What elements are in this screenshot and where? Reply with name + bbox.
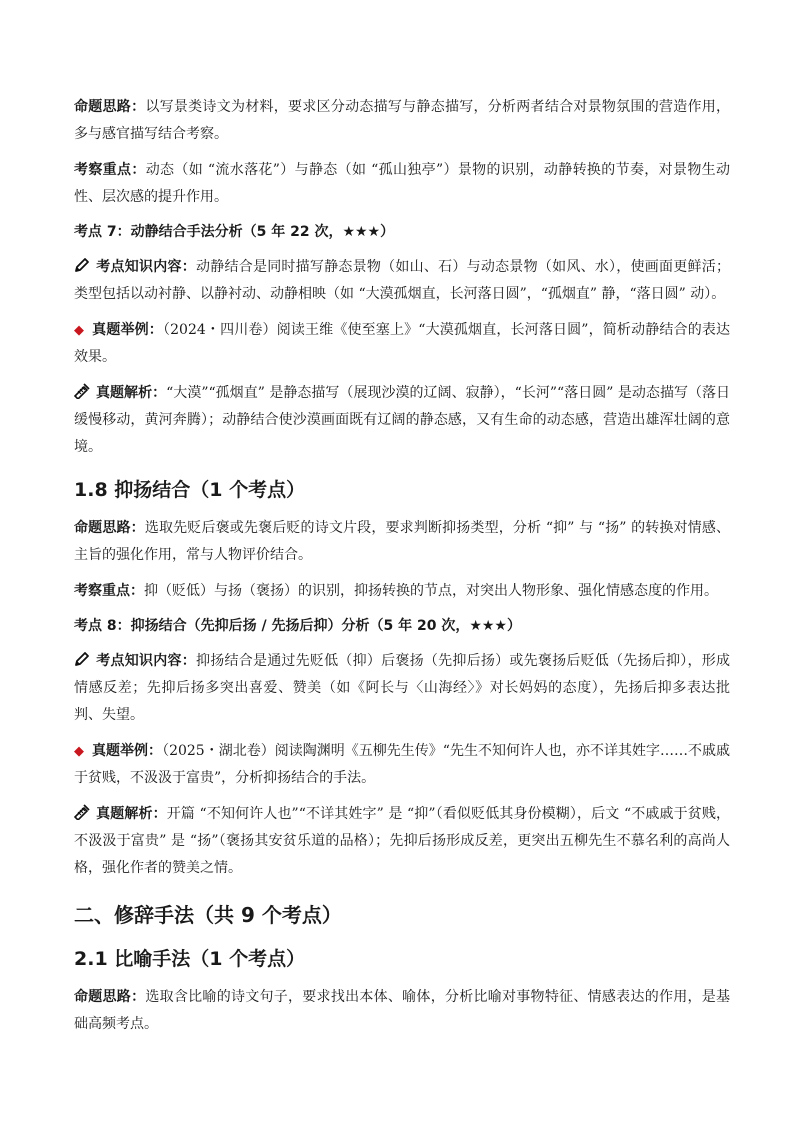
knowledge-text: 抑扬结合是通过先贬低（抑）后褒扬（先抑后扬）或先褒扬后贬低（先扬后抑），形成情感反差；先抑后扬多突出喜爱、赞美（如《阿长与〈山海经〉》对长妈妈的态度），先扬后抑多表达批判、失望。 — [74, 653, 731, 723]
section-title: 2.1 比喻手法（1 个考点） — [74, 948, 306, 970]
analysis-label: 真题解析 — [96, 806, 153, 822]
mingti-text: 以写景类诗文为材料，要求区分动态描写与静态描写，分析两者结合对景物氛围的营造作用，多与感官描写结合考察。 — [74, 99, 731, 142]
example-text: （2025・湖北卷）阅读陶渊明《五柳先生传》“先生不知何许人也，亦不详其姓字……不戚戚于贫贱，不汲汲于富贵”，分析抑扬结合的手法。 — [74, 743, 731, 786]
section-title: 1.8 抑扬结合（1 个考点） — [74, 479, 306, 501]
analysis-paragraph: 真题解析：开篇 “不知何许人也”“不详其姓字” 是 “抑”（看似贬低其身份模糊），后文 “不戚戚于贫贱，不汲汲于富贵” 是 “扬”（褒扬其安贫乐道的品格）；先抑后扬形成反差，更突出五柳先生不慕名利的高尚人格，强化作者的赞美之情。 — [74, 806, 730, 876]
analysis-text: “大漠”“孤烟直” 是静态描写（展现沙漠的辽阔、寂静），“长河”“落日圆” 是动态描写（落日缓慢移动，黄河奔腾）；动静结合使沙漠画面既有辽阔的静态感，又有生命的动态感，营造出雄浑壮阔的意境。 — [74, 385, 731, 455]
zhongdian-label: 考察重点 — [74, 162, 132, 178]
mingti-paragraph: 命题思路：以写景类诗文为材料，要求区分动态描写与静态描写，分析两者结合对景物氛围的营造作用，多与感官描写结合考察。 — [74, 99, 731, 142]
knowledge-text: 动静结合是同时描写静态景物（如山、石）与动态景物（如风、水），使画面更鲜活；类型包括以动衬静、以静衬动、动静相映（如 “大漠孤烟直，长河落日圆”，“孤烟直” 静，“落日圆” 动）。 — [74, 259, 731, 302]
ruler-pencil-icon — [74, 804, 90, 820]
knowledge-label: 考点知识内容 — [96, 653, 182, 669]
knowledge-paragraph: 考点知识内容：动静结合是同时描写静态景物（如山、石）与动态景物（如风、水），使画面更鲜活；类型包括以动衬静、以静衬动、动静相映（如 “大漠孤烟直，长河落日圆”，“孤烟直” 静，“落日圆” 动）。 — [74, 259, 731, 302]
zhongdian-paragraph: 考察重点：抑（贬低）与扬（褒扬）的识别，抑扬转换的节点，对突出人物形象、强化情感态度的作用。 — [74, 583, 718, 599]
diamond-icon: ◆ — [74, 744, 85, 759]
knowledge-paragraph: 考点知识内容：抑扬结合是通过先贬低（抑）后褒扬（先抑后扬）或先褒扬后贬低（先扬后抑），形成情感反差；先抑后扬多突出喜爱、赞美（如《阿长与〈山海经〉》对长妈妈的态度），先扬后抑多表达批判、失望。 — [74, 653, 731, 723]
example-text: （2024・四川卷）阅读王维《使至塞上》“大漠孤烟直，长河落日圆”，简析动静结合的表达效果。 — [74, 322, 731, 365]
pencil-icon — [74, 651, 90, 667]
analysis-label: 真题解析 — [96, 385, 153, 401]
zhongdian-text: 动态（如 “流水落花”）与静态（如 “孤山独亭”）景物的识别，动静转换的节奏，对景物生动性、层次感的提升作用。 — [74, 162, 730, 205]
mingti-label: 命题思路 — [74, 520, 131, 536]
mingti-paragraph: 命题思路：选取含比喻的诗文句子，要求找出本体、喻体，分析比喻对事物特征、情感表达的作用，是基础高频考点。 — [74, 989, 731, 1032]
example-label: 真题举例 — [92, 743, 149, 759]
pencil-icon — [74, 257, 90, 273]
kaodian-heading: 考点 8：抑扬结合（先抑后扬 / 先扬后抑）分析（5 年 20 次，★★★） — [74, 618, 521, 634]
example-paragraph: ◆ 真题举例：（2024・四川卷）阅读王维《使至塞上》“大漠孤烟直，长河落日圆”，简析动静结合的表达效果。 — [74, 322, 731, 365]
zhongdian-label: 考察重点 — [74, 583, 130, 599]
chapter-title: 二、修辞手法（共 9 个考点） — [74, 903, 342, 927]
ruler-pencil-icon — [74, 383, 90, 399]
zhongdian-paragraph: 考察重点：动态（如 “流水落花”）与静态（如 “孤山独亭”）景物的识别，动静转换的节奏，对景物生动性、层次感的提升作用。 — [74, 162, 730, 205]
mingti-text: 选取含比喻的诗文句子，要求找出本体、喻体，分析比喻对事物特征、情感表达的作用，是基础高频考点。 — [74, 989, 731, 1032]
mingti-label: 命题思路 — [74, 99, 132, 115]
zhongdian-text: 抑（贬低）与扬（褒扬）的识别，抑扬转换的节点，对突出人物形象、强化情感态度的作用。 — [144, 583, 718, 599]
analysis-text: 开篇 “不知何许人也”“不详其姓字” 是 “抑”（看似贬低其身份模糊），后文 “不戚戚于贫贱，不汲汲于富贵” 是 “扬”（褒扬其安贫乐道的品格）；先抑后扬形成反差，更突出五柳先生不慕名利的高尚人格，强化作者的赞美之情。 — [74, 806, 730, 876]
kaodian-heading: 考点 7：动静结合手法分析（5 年 22 次，★★★） — [74, 224, 395, 240]
mingti-text: 选取先贬后褒或先褒后贬的诗文片段，要求判断抑扬类型，分析 “抑” 与 “扬” 的转换对情感、主旨的强化作用，常与人物评价结合。 — [74, 520, 731, 563]
mingti-label: 命题思路 — [74, 989, 132, 1005]
example-paragraph: ◆ 真题举例：（2025・湖北卷）阅读陶渊明《五柳先生传》“先生不知何许人也，亦不详其姓字……不戚戚于贫贱，不汲汲于富贵”，分析抑扬结合的手法。 — [74, 743, 731, 786]
mingti-paragraph: 命题思路：选取先贬后褒或先褒后贬的诗文片段，要求判断抑扬类型，分析 “抑” 与 “扬” 的转换对情感、主旨的强化作用，常与人物评价结合。 — [74, 520, 731, 563]
example-label: 真题举例 — [92, 322, 149, 338]
document-page — [74, 94, 730, 1047]
analysis-paragraph: 真题解析：“大漠”“孤烟直” 是静态描写（展现沙漠的辽阔、寂静），“长河”“落日圆” 是动态描写（落日缓慢移动，黄河奔腾）；动静结合使沙漠画面既有辽阔的静态感，又有生命的动态感，营造出雄浑壮阔的意境。 — [74, 385, 731, 455]
diamond-icon: ◆ — [74, 323, 85, 338]
knowledge-label: 考点知识内容 — [96, 259, 182, 275]
